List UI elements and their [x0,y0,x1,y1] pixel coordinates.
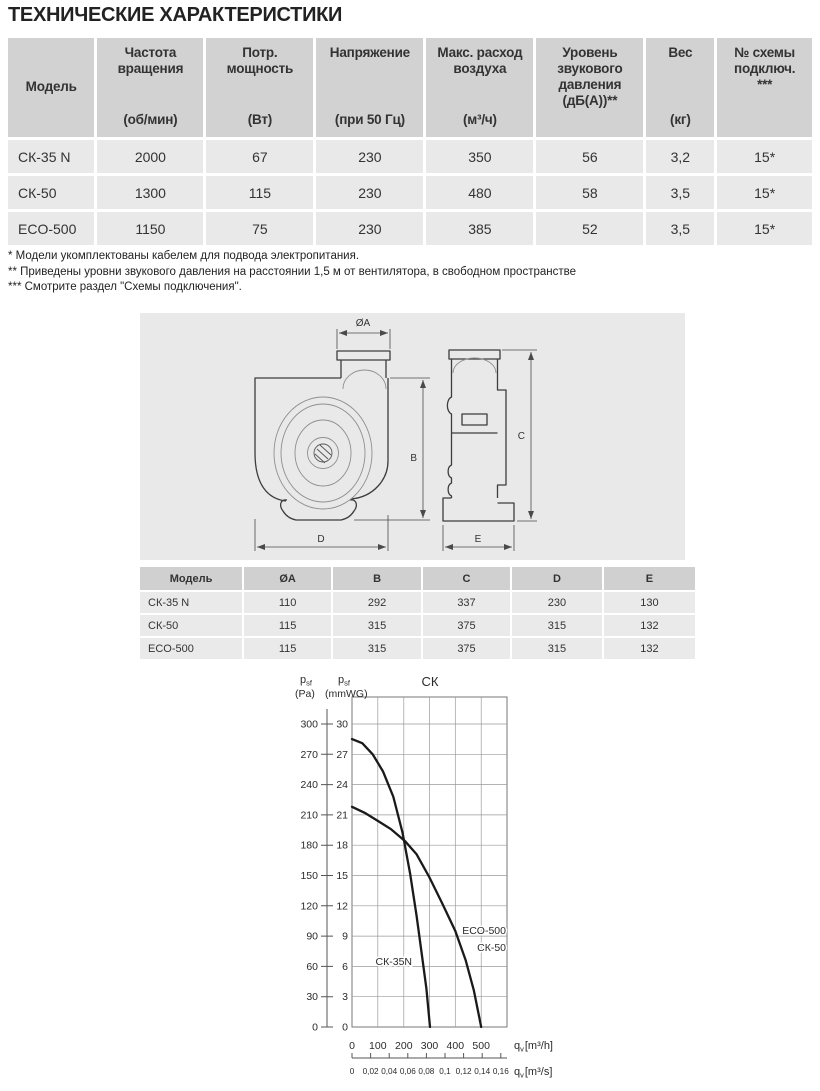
svg-text:30: 30 [336,718,348,731]
svg-text:100: 100 [369,1040,387,1052]
pa-axis-label: $p_{sf}$ [300,674,312,688]
svg-text:6: 6 [342,960,348,973]
svg-text:300: 300 [420,1040,439,1052]
svg-text:240: 240 [300,779,318,792]
svg-text:400: 400 [446,1040,465,1052]
spec-header-model: Модель [8,38,94,137]
svg-text:0: 0 [342,1021,348,1034]
svg-text:0: 0 [312,1021,318,1034]
svg-text:180: 180 [300,839,318,852]
page-title: ТЕХНИЧЕСКИЕ ХАРАКТЕРИСТИКИ [8,4,343,26]
spec-header-row [8,38,812,137]
dim-label-oa: ØA [355,318,371,329]
svg-text:60: 60 [306,960,318,973]
spec-row: ECO-500 1150 75 230 385 52 3,5 15* [8,212,812,245]
spec-header-noise: Уровень звукового давления (дБ(А))** [536,38,643,137]
x-axis-m3h-unit: $q_v[m^3/h]$ [514,1040,553,1054]
x-axis-m3s-tick-labels [350,1067,509,1076]
dim-row: СК-35 N 110 292 337 230 130 [140,592,695,613]
svg-text:90: 90 [306,930,318,943]
x-axis-m3s-ruler [352,1053,507,1058]
fan-front-view [255,318,430,551]
svg-text:0: 0 [349,1040,355,1052]
svg-text:24: 24 [336,779,348,792]
svg-text:0,12: 0,12 [455,1067,472,1076]
spec-row: СК-50 1300 115 230 480 58 3,5 15* [8,176,812,209]
fan-side-view [443,350,537,551]
svg-text:120: 120 [300,900,318,913]
x-axis-m3s-unit: $q_v[m^3/s]$ [514,1066,553,1080]
svg-text:150: 150 [300,870,318,882]
model-cell: СК-35 N [8,140,94,173]
model-cell: СК-50 [8,176,94,209]
dim-label-e: E [474,534,482,545]
svg-text:21: 21 [336,809,348,822]
svg-text:210: 210 [300,809,318,822]
chart-title: СК [421,674,439,689]
footnotes [8,249,576,296]
svg-text:27: 27 [336,748,348,761]
svg-text:3: 3 [342,991,348,1004]
spec-table [5,35,815,248]
svg-text:0,16: 0,16 [492,1067,509,1076]
svg-text:0,06: 0,06 [399,1067,416,1076]
dimension-drawing-panel [140,313,685,560]
dim-row: ECO-500 115 315 375 315 132 [140,638,695,659]
svg-text:270: 270 [300,748,318,761]
dim-header-row: Модель ØA B C D E [140,567,695,590]
svg-text:300: 300 [300,718,318,731]
dimensions-table [138,565,697,661]
svg-text:0,02: 0,02 [362,1067,379,1076]
footnote: ** Приведены уровни звукового давления на расстоянии 1,5 м от вентилятора, в свободном пространстве [8,265,576,278]
svg-text:18: 18 [336,839,348,852]
fan-dimension-drawing [140,313,685,560]
svg-text:0,04: 0,04 [381,1067,398,1076]
svg-text:12: 12 [336,900,348,913]
svg-text:0,08: 0,08 [418,1067,435,1076]
mmwg-axis-unit: (mmWG) [325,688,368,700]
svg-text:15: 15 [336,870,348,882]
svg-text:500: 500 [472,1040,490,1052]
spec-header-weight: Вес (кг) [646,38,714,137]
svg-text:0: 0 [349,1067,355,1076]
footnote: * Модели укомплектованы кабелем для подвода электропитания. [8,250,360,262]
dim-label-b: B [410,453,417,464]
spec-header-voltage: Напряжение (при 50 Гц) [316,38,423,137]
dim-label-c: C [517,431,525,442]
footnote: *** Смотрите раздел "Схемы подключения". [8,281,242,293]
spec-header-airflow: Макс. расход воздуха (м³/ч) [426,38,533,137]
mmwg-tick-labels [336,719,348,1034]
curve-label-eco-500: ECO-500 [462,925,506,937]
model-cell: ECO-500 [8,212,94,245]
mmwg-axis-label: $p_{sf}$ [338,674,350,688]
performance-chart [280,661,625,1091]
pa-axis-unit: (Pa) [295,688,315,700]
pa-tick-labels [300,719,318,1034]
svg-text:0,1: 0,1 [439,1067,451,1076]
svg-text:30: 30 [306,991,318,1004]
svg-text:200: 200 [395,1040,413,1052]
pa-axis [321,709,333,1027]
curve-label-ck-35n: СК-35N [375,956,412,968]
spec-header-speed: Частота вращения (об/мин) [97,38,203,137]
dim-label-d: D [317,534,325,545]
svg-text:9: 9 [342,930,348,943]
x-axis-m3h-tick-labels [349,1040,490,1052]
spec-header-scheme: № схемы подключ. *** [717,38,812,137]
spec-row: СК-35 N 2000 67 230 350 56 3,2 15* [8,140,812,173]
spec-header-power: Потр. мощность (Вт) [206,38,313,137]
dim-row: СК-50 115 315 375 315 132 [140,615,695,636]
svg-text:0,14: 0,14 [474,1067,491,1076]
curve-label-ck-50: СК-50 [477,942,506,954]
